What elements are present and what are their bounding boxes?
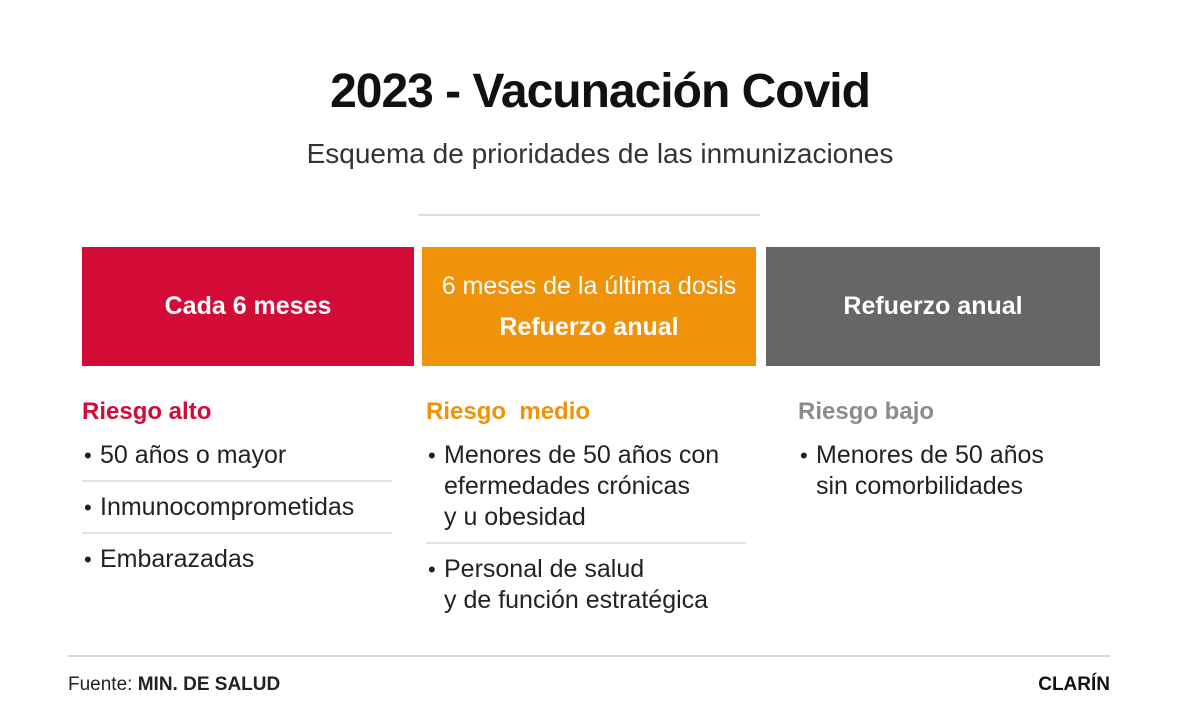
risk-heading-high: Riesgo alto [82,398,212,425]
risk-column-low [798,398,1088,521]
bullet-icon: • [428,443,436,468]
list-item [798,440,1088,511]
risk-column-medium [426,398,746,635]
source-credit [68,674,280,696]
list-item-text: Menores de 50 años con efermedades crónicas y u obesidad [444,441,720,531]
list-item-text: Menores de 50 años sin comorbilidades [816,441,1044,500]
source-value: MIN. DE SALUD [137,674,281,695]
list-item [426,440,746,544]
schedule-box-high-risk [82,247,414,366]
bullet-icon: • [84,495,92,520]
schedule-label: Refuerzo anual [843,292,1023,320]
bullet-icon: • [84,443,92,468]
list-item [82,544,392,584]
bullet-icon: • [800,443,808,468]
schedule-box-medium-risk [422,247,756,366]
page-title: 2023 - Vacunación Covid [330,65,870,118]
list-item-text: Personal de salud y de función estratégica [444,555,709,614]
list-item-text: Inmunocomprometidas [100,493,355,521]
schedule-label: Cada 6 meses [164,292,332,320]
list-item [82,492,392,534]
page-subtitle: Esquema de prioridades de las inmunizaciones [306,138,894,169]
brand-logo: CLARÍN [1038,674,1110,695]
source-label: Fuente: [68,674,133,695]
bullet-icon: • [84,547,92,572]
footer-divider [68,655,1110,657]
schedule-box-low-risk [766,247,1100,366]
list-item [82,440,392,482]
risk-column-high [82,398,392,594]
risk-heading-medium: Riesgo medio [426,398,591,425]
list-item-text: Embarazadas [100,545,255,573]
schedule-note: 6 meses de la última dosis [441,271,737,300]
schedule-label: Refuerzo anual [499,312,679,341]
title-divider [418,214,760,216]
list-item-text: 50 años o mayor [100,441,287,469]
risk-heading-low: Riesgo bajo [798,398,935,425]
bullet-icon: • [428,557,436,582]
list-item [426,554,746,625]
